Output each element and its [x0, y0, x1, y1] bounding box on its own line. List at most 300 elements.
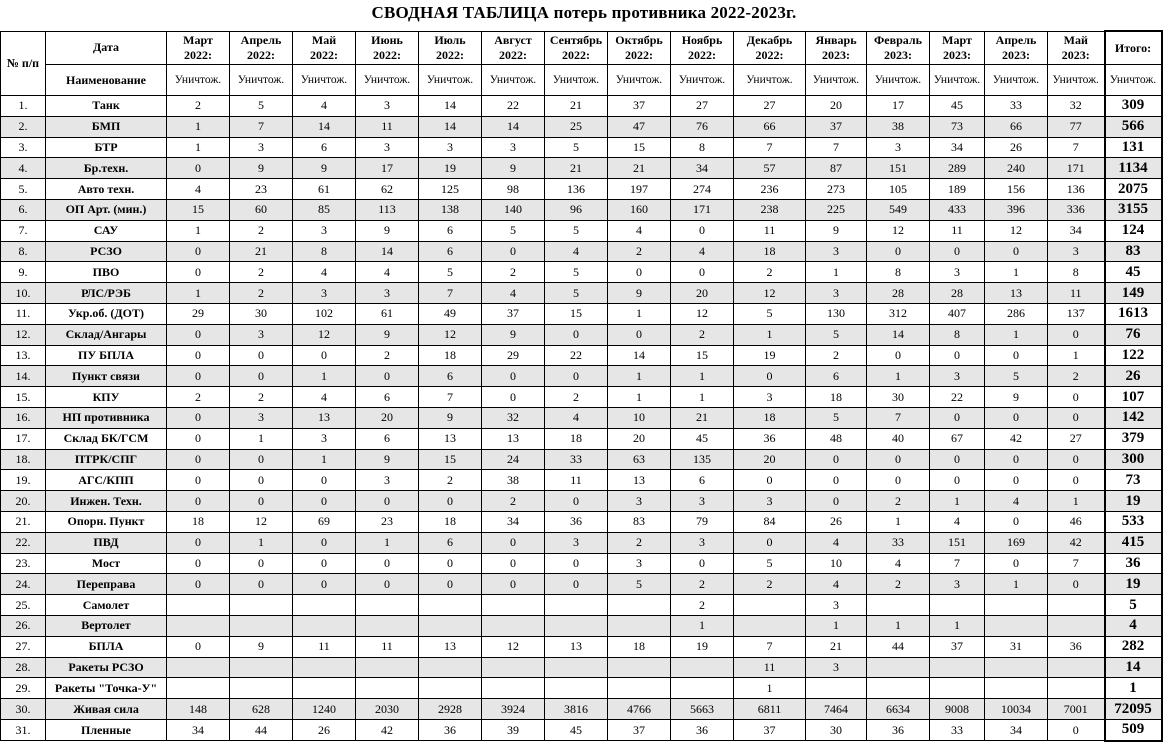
month-name: Ноябрь	[681, 32, 723, 47]
row-value: 27	[1048, 428, 1105, 449]
row-value: 137	[1048, 303, 1105, 324]
row-value: 39	[482, 719, 545, 740]
row-value: 1	[867, 615, 930, 636]
losses-table	[0, 30, 1163, 742]
row-value: 3	[806, 657, 867, 678]
row-value	[167, 615, 230, 636]
row-value: 7	[867, 407, 930, 428]
row-value: 4	[608, 220, 671, 241]
row-value: 2	[734, 574, 806, 595]
row-value: 44	[867, 636, 930, 657]
month-year: 2022:	[625, 47, 653, 62]
row-value: 73	[930, 116, 985, 137]
row-total: 76	[1105, 324, 1162, 345]
row-value: 2	[608, 532, 671, 553]
row-value: 69	[293, 511, 356, 532]
row-value: 1	[167, 116, 230, 137]
month-year: 2022:	[688, 47, 716, 62]
row-number: 28.	[1, 657, 46, 678]
row-value: 9	[356, 449, 419, 470]
row-name: Пункт связи	[46, 366, 167, 387]
row-number: 27.	[1, 636, 46, 657]
row-name: Вертолет	[46, 615, 167, 636]
row-value: 0	[167, 366, 230, 387]
header-month	[482, 31, 545, 65]
row-value: 20	[356, 407, 419, 428]
row-value: 5663	[671, 699, 734, 720]
row-value: 83	[608, 511, 671, 532]
row-value: 2	[671, 574, 734, 595]
month-name: Апрель	[995, 32, 1037, 47]
table-row	[1, 470, 1162, 491]
row-value: 45	[545, 719, 608, 740]
row-value	[608, 595, 671, 616]
row-value: 6	[671, 470, 734, 491]
row-value: 13	[545, 636, 608, 657]
row-total: 72095	[1105, 699, 1162, 720]
row-value: 7	[230, 116, 293, 137]
row-number: 14.	[1, 366, 46, 387]
row-value: 0	[867, 345, 930, 366]
table-row	[1, 241, 1162, 262]
row-value: 10	[608, 407, 671, 428]
row-value: 42	[1048, 532, 1105, 553]
row-value: 21	[545, 96, 608, 117]
header-unit: Уничтож.	[545, 65, 608, 96]
row-value: 21	[545, 158, 608, 179]
month-name: Октябрь	[615, 32, 663, 47]
row-value: 7	[806, 137, 867, 158]
row-value: 0	[806, 491, 867, 512]
header-month	[671, 31, 734, 65]
row-value: 0	[293, 532, 356, 553]
row-value: 25	[545, 116, 608, 137]
row-value: 76	[671, 116, 734, 137]
row-value	[230, 615, 293, 636]
month-name: Май	[1063, 32, 1088, 47]
row-value: 4	[545, 407, 608, 428]
row-name: Ракеты РСЗО	[46, 657, 167, 678]
row-value: 37	[930, 636, 985, 657]
table-row	[1, 387, 1162, 408]
row-value: 3	[356, 96, 419, 117]
row-name: Укр.об. (ДОТ)	[46, 303, 167, 324]
row-value: 238	[734, 199, 806, 220]
row-value: 19	[671, 636, 734, 657]
row-total: 2075	[1105, 179, 1162, 200]
row-value: 0	[671, 262, 734, 283]
header-month	[1048, 31, 1105, 65]
row-value: 13	[608, 470, 671, 491]
month-year: 2022:	[436, 47, 464, 62]
row-value: 14	[419, 96, 482, 117]
row-value: 135	[671, 449, 734, 470]
row-value: 0	[930, 449, 985, 470]
row-value: 18	[734, 407, 806, 428]
header-unit: Уничтож.	[671, 65, 734, 96]
row-value: 0	[985, 511, 1048, 532]
table-row	[1, 511, 1162, 532]
row-value: 0	[482, 241, 545, 262]
row-value	[1048, 678, 1105, 699]
row-value: 18	[545, 428, 608, 449]
header-total-unit: Уничтож.	[1105, 65, 1162, 96]
row-value: 34	[167, 719, 230, 740]
row-value: 3	[930, 366, 985, 387]
row-name: ПВО	[46, 262, 167, 283]
table-row	[1, 678, 1162, 699]
month-name: Январь	[815, 32, 857, 47]
row-total: 26	[1105, 366, 1162, 387]
row-value: 3	[930, 574, 985, 595]
row-value: 12	[671, 303, 734, 324]
row-value: 0	[167, 470, 230, 491]
header-unit: Уничтож.	[867, 65, 930, 96]
row-value: 45	[930, 96, 985, 117]
row-name: Мост	[46, 553, 167, 574]
row-value: 40	[867, 428, 930, 449]
month-name: Сентябрь	[549, 32, 603, 47]
row-value: 23	[356, 511, 419, 532]
month-year: 2022:	[310, 47, 338, 62]
row-value: 27	[671, 96, 734, 117]
row-name: Пленные	[46, 719, 167, 740]
row-value: 3	[734, 387, 806, 408]
row-value: 33	[985, 96, 1048, 117]
table-row	[1, 595, 1162, 616]
row-name: Переправа	[46, 574, 167, 595]
row-value: 14	[293, 116, 356, 137]
row-value: 1	[1048, 491, 1105, 512]
row-number: 24.	[1, 574, 46, 595]
row-value: 15	[671, 345, 734, 366]
row-value	[419, 595, 482, 616]
row-value: 5	[545, 137, 608, 158]
row-name: Живая сила	[46, 699, 167, 720]
table-row	[1, 491, 1162, 512]
row-value: 2	[1048, 366, 1105, 387]
row-value: 42	[356, 719, 419, 740]
row-value	[545, 615, 608, 636]
row-value: 1	[671, 387, 734, 408]
header-unit: Уничтож.	[985, 65, 1048, 96]
row-value	[419, 678, 482, 699]
row-name: САУ	[46, 220, 167, 241]
row-value: 549	[867, 199, 930, 220]
month-year: 2022:	[562, 47, 590, 62]
row-value: 3	[230, 407, 293, 428]
row-total: 415	[1105, 532, 1162, 553]
row-value: 9	[806, 220, 867, 241]
row-total: 142	[1105, 407, 1162, 428]
row-value: 11	[930, 220, 985, 241]
table-row	[1, 199, 1162, 220]
row-name: Самолет	[46, 595, 167, 616]
row-total: 5	[1105, 595, 1162, 616]
row-value: 0	[671, 220, 734, 241]
row-value: 0	[419, 574, 482, 595]
row-name: ПВД	[46, 532, 167, 553]
month-year: 2022:	[184, 47, 212, 62]
row-total: 73	[1105, 470, 1162, 491]
row-value: 130	[806, 303, 867, 324]
row-value: 7464	[806, 699, 867, 720]
row-value: 0	[608, 324, 671, 345]
row-value	[230, 595, 293, 616]
row-number: 21.	[1, 511, 46, 532]
row-number: 1.	[1, 96, 46, 117]
row-value: 66	[734, 116, 806, 137]
row-value	[545, 678, 608, 699]
row-value: 0	[293, 470, 356, 491]
row-value: 5	[419, 262, 482, 283]
row-value	[293, 615, 356, 636]
table-row	[1, 428, 1162, 449]
row-value: 12	[985, 220, 1048, 241]
row-value: 0	[356, 491, 419, 512]
row-value: 0	[230, 449, 293, 470]
row-value: 49	[419, 303, 482, 324]
row-value: 9	[230, 636, 293, 657]
row-value: 189	[930, 179, 985, 200]
row-value: 8	[671, 137, 734, 158]
row-value: 3	[482, 137, 545, 158]
row-value: 63	[608, 449, 671, 470]
row-value: 2	[867, 491, 930, 512]
row-value	[671, 657, 734, 678]
row-value: 10	[806, 553, 867, 574]
row-value: 0	[293, 345, 356, 366]
row-total: 19	[1105, 491, 1162, 512]
row-value: 46	[1048, 511, 1105, 532]
row-total: 3155	[1105, 199, 1162, 220]
row-value: 0	[167, 574, 230, 595]
row-value: 1	[608, 303, 671, 324]
row-value: 13	[419, 428, 482, 449]
row-value: 11	[734, 657, 806, 678]
row-value: 4	[293, 262, 356, 283]
row-value: 0	[734, 532, 806, 553]
row-name: РСЗО	[46, 241, 167, 262]
row-value: 77	[1048, 116, 1105, 137]
row-name: ПУ БПЛА	[46, 345, 167, 366]
row-value: 4	[293, 96, 356, 117]
row-number: 25.	[1, 595, 46, 616]
row-value: 4	[671, 241, 734, 262]
row-value: 2	[734, 262, 806, 283]
row-value: 0	[167, 241, 230, 262]
row-value: 1	[1048, 345, 1105, 366]
row-value: 28	[867, 283, 930, 304]
table-row	[1, 657, 1162, 678]
row-name: Ракеты "Точка-У"	[46, 678, 167, 699]
row-value	[734, 615, 806, 636]
row-value: 30	[230, 303, 293, 324]
row-value: 0	[985, 470, 1048, 491]
row-value: 0	[1048, 719, 1105, 740]
row-value	[167, 678, 230, 699]
header-month	[930, 31, 985, 65]
row-value: 29	[167, 303, 230, 324]
row-name: БТР	[46, 137, 167, 158]
row-value: 12	[734, 283, 806, 304]
header-unit: Уничтож.	[230, 65, 293, 96]
row-value: 3	[293, 428, 356, 449]
row-value: 5	[806, 324, 867, 345]
table-row	[1, 574, 1162, 595]
row-value: 21	[806, 636, 867, 657]
row-value: 26	[806, 511, 867, 532]
row-value: 125	[419, 179, 482, 200]
row-value: 0	[1048, 574, 1105, 595]
month-year: 2022:	[373, 47, 401, 62]
row-value: 11	[356, 636, 419, 657]
row-value	[867, 595, 930, 616]
row-name: Бр.техн.	[46, 158, 167, 179]
header-month	[545, 31, 608, 65]
row-value	[806, 678, 867, 699]
row-value: 31	[985, 636, 1048, 657]
row-value: 6	[419, 366, 482, 387]
row-value: 33	[930, 719, 985, 740]
row-value: 105	[867, 179, 930, 200]
row-value: 0	[167, 553, 230, 574]
header-unit: Уничтож.	[419, 65, 482, 96]
row-value: 15	[167, 199, 230, 220]
row-value	[293, 595, 356, 616]
row-value: 38	[867, 116, 930, 137]
row-value: 1	[167, 137, 230, 158]
row-value: 1	[806, 615, 867, 636]
row-value: 11	[1048, 283, 1105, 304]
row-value	[419, 615, 482, 636]
row-name: НП противника	[46, 407, 167, 428]
header-month	[734, 31, 806, 65]
row-value: 14	[482, 116, 545, 137]
row-value: 3	[671, 491, 734, 512]
row-value: 0	[545, 324, 608, 345]
row-value: 12	[419, 324, 482, 345]
row-value: 15	[608, 137, 671, 158]
month-year: 2022:	[755, 47, 784, 62]
row-total: 122	[1105, 345, 1162, 366]
header-month	[608, 31, 671, 65]
row-value	[293, 657, 356, 678]
row-value: 37	[608, 719, 671, 740]
row-value: 225	[806, 199, 867, 220]
row-value: 1	[293, 449, 356, 470]
row-value: 37	[482, 303, 545, 324]
row-value: 2	[356, 345, 419, 366]
row-value: 6	[806, 366, 867, 387]
header-month	[293, 31, 356, 65]
row-value: 5	[482, 220, 545, 241]
row-number: 13.	[1, 345, 46, 366]
row-value: 2	[419, 470, 482, 491]
row-value: 14	[867, 324, 930, 345]
row-number: 2.	[1, 116, 46, 137]
row-value: 6	[356, 428, 419, 449]
row-value: 0	[806, 449, 867, 470]
table-row	[1, 532, 1162, 553]
row-value: 9008	[930, 699, 985, 720]
row-value: 4	[293, 387, 356, 408]
row-value: 6	[356, 387, 419, 408]
row-value: 1240	[293, 699, 356, 720]
row-value: 7	[734, 636, 806, 657]
row-value: 4	[867, 553, 930, 574]
row-value: 273	[806, 179, 867, 200]
row-name: Инжен. Техн.	[46, 491, 167, 512]
row-value	[930, 657, 985, 678]
row-value: 96	[545, 199, 608, 220]
month-year: 2023:	[943, 47, 971, 62]
row-value: 0	[985, 345, 1048, 366]
row-value: 0	[356, 553, 419, 574]
row-value: 48	[806, 428, 867, 449]
row-value: 3816	[545, 699, 608, 720]
row-value: 21	[230, 241, 293, 262]
row-value: 7	[419, 387, 482, 408]
row-value: 113	[356, 199, 419, 220]
row-value: 7	[1048, 553, 1105, 574]
row-name: Танк	[46, 96, 167, 117]
row-value: 1	[671, 366, 734, 387]
row-total: 379	[1105, 428, 1162, 449]
row-number: 4.	[1, 158, 46, 179]
header-unit: Уничтож.	[806, 65, 867, 96]
header-unit: Уничтож.	[734, 65, 806, 96]
header-date: Дата	[46, 31, 167, 65]
month-name: Март	[183, 32, 213, 47]
row-value: 22	[482, 96, 545, 117]
row-total: 107	[1105, 387, 1162, 408]
row-value	[608, 615, 671, 636]
row-value: 0	[482, 532, 545, 553]
row-value: 30	[806, 719, 867, 740]
row-value: 0	[293, 553, 356, 574]
row-value: 2	[608, 241, 671, 262]
row-value: 2	[545, 387, 608, 408]
row-value: 84	[734, 511, 806, 532]
row-value	[482, 657, 545, 678]
row-value	[930, 678, 985, 699]
header-month	[806, 31, 867, 65]
row-value: 33	[867, 532, 930, 553]
row-value: 0	[167, 636, 230, 657]
row-value: 0	[806, 470, 867, 491]
row-value: 18	[419, 345, 482, 366]
row-value: 36	[734, 428, 806, 449]
row-value: 151	[867, 158, 930, 179]
row-value: 9	[356, 220, 419, 241]
row-value: 0	[545, 553, 608, 574]
row-value: 28	[930, 283, 985, 304]
row-value: 4	[356, 262, 419, 283]
table-row	[1, 283, 1162, 304]
row-value: 5	[734, 553, 806, 574]
month-year: 2023:	[1002, 47, 1030, 62]
row-value: 138	[419, 199, 482, 220]
row-value: 47	[608, 116, 671, 137]
row-value: 14	[356, 241, 419, 262]
header-month	[356, 31, 419, 65]
row-value: 0	[419, 491, 482, 512]
row-value	[356, 657, 419, 678]
row-value	[867, 678, 930, 699]
row-value: 4	[482, 283, 545, 304]
row-value: 67	[930, 428, 985, 449]
